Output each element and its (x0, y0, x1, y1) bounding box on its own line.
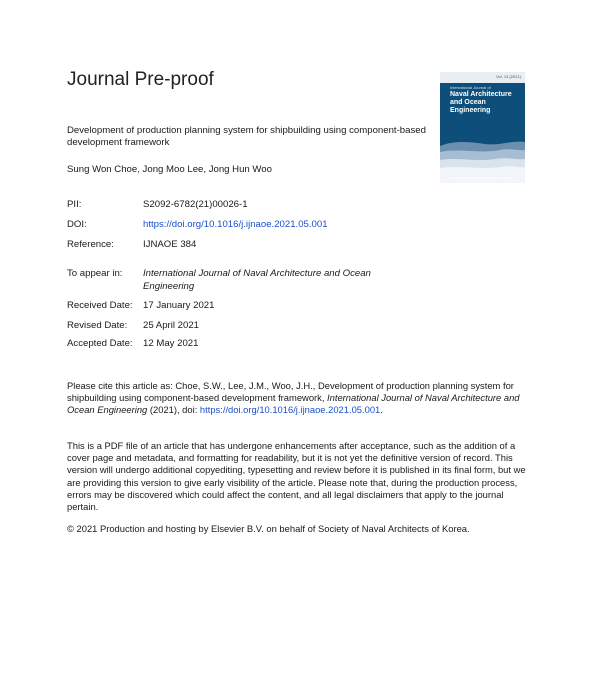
citation-middle: (2021), doi: (147, 404, 200, 416)
appear-label: To appear in: (67, 268, 123, 279)
reference-label: Reference: (67, 239, 114, 250)
accepted-value: 12 May 2021 (143, 338, 199, 349)
cover-small-text: International Journal of (450, 85, 491, 90)
revised-value: 25 April 2021 (143, 320, 200, 331)
cover-journal-name: Naval Architecture and Ocean Engineering (450, 91, 512, 114)
notice-paragraph: This is a PDF file of an article that has undergone enhancements after acceptance, such as the addition of a cover page and metadata, and formatting for readability, but it is not yet the definitive version of record. This version will undergo additional copyediting, typesetting and review before it is published in its final form, but we are providing this version to give early visibility of the article. Please note that, during the production process, errors may be discovered which could affect the content, and all legal disclaimers that apply to the journal pertain. (67, 440, 526, 513)
citation-journal: International Journal of Naval Architecture and Ocean Engineering (67, 392, 520, 416)
reference-value: IJNAOE 384 (143, 239, 197, 250)
citation-paragraph (67, 380, 537, 417)
revised-label: Revised Date: (67, 320, 128, 331)
cover-footer-text: Society of Naval Architects of Korea (450, 175, 514, 180)
received-value: 17 January 2021 (143, 300, 215, 311)
article-authors: Sung Won Choe, Jong Moo Lee, Jong Hun Woo (67, 164, 272, 175)
citation-prefix: Please cite this article as: Choe, S.W., Lee, J.M., Woo, J.H., Development of production planning system for shipbuilding using component-based development framework, (67, 380, 514, 404)
copyright-line: © 2021 Production and hosting by Elsevier B.V. on behalf of Society of Naval Architects of Korea. (67, 523, 470, 534)
pii-value: S2092-6782(21)00026-1 (143, 199, 248, 210)
received-label: Received Date: (67, 300, 133, 311)
cover-band-text: Vol. 13 (2021) (496, 74, 521, 79)
doi-link[interactable]: https://doi.org/10.1016/j.ijnaoe.2021.05.001 (143, 219, 328, 230)
cover-top-band (440, 72, 525, 83)
page-title: Journal Pre-proof (67, 69, 214, 90)
citation-doi-link[interactable]: https://doi.org/10.1016/j.ijnaoe.2021.05.001 (199, 404, 381, 416)
journal-cover-image (440, 72, 525, 183)
doi-label: DOI: (67, 219, 87, 230)
citation-suffix: . (380, 404, 383, 416)
article-title: Development of production planning system for shipbuilding using component-based development framework (67, 125, 426, 148)
appear-value: International Journal of Naval Architecture and Ocean Engineering (143, 268, 371, 292)
accepted-label: Accepted Date: (67, 338, 133, 349)
pii-label: PII: (67, 199, 82, 210)
